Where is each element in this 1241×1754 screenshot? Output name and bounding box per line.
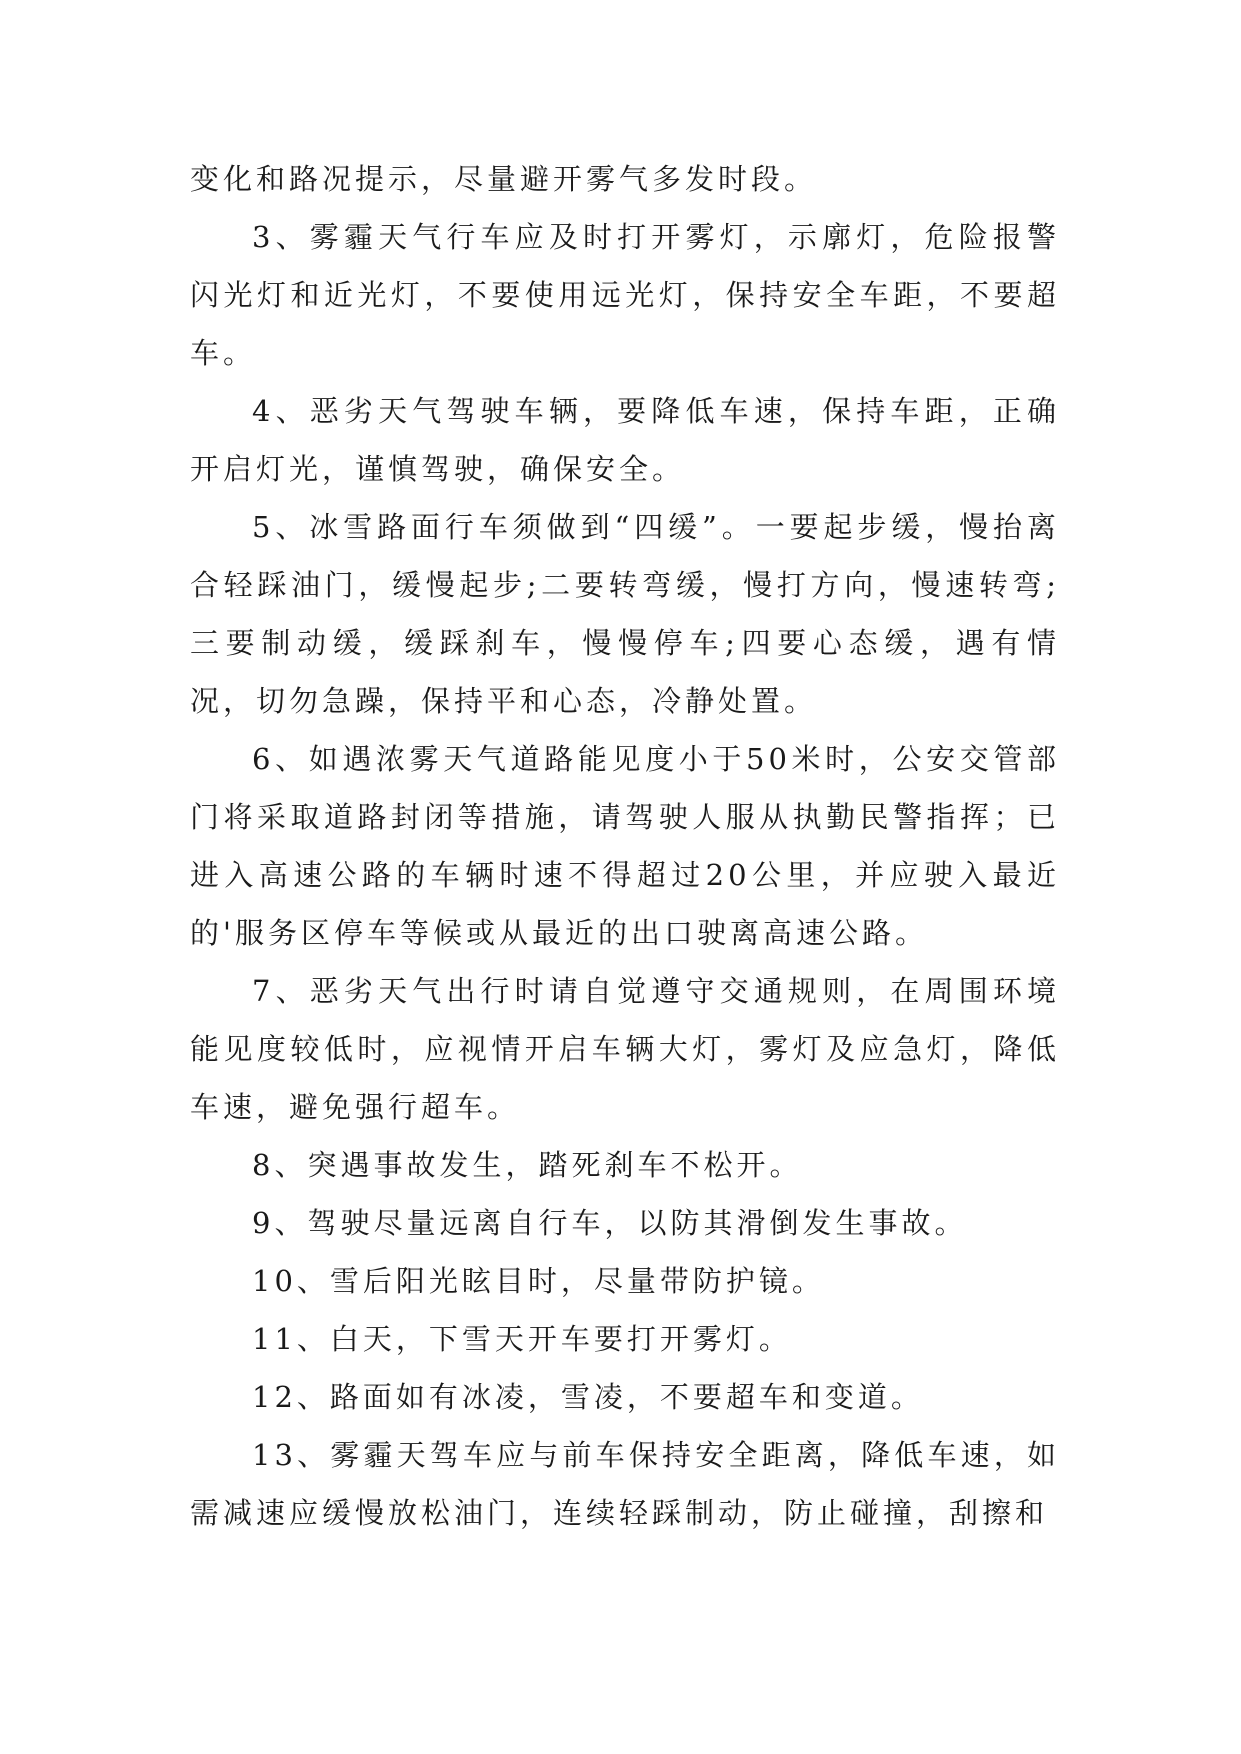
paragraph-6: 7、恶劣天气出行时请自觉遵守交通规则，在周围环境能见度较低时，应视情开启车辆大灯，雾灯及应急灯，降低车速，避免强行超车。 bbox=[190, 974, 1060, 1124]
paragraph-5: 6、如遇浓雾天气道路能见度小于50米时，公安交管部门将采取道路封闭等措施，请驾驶人服从执勤民警指挥；已进入高速公路的车辆时速不得超过20公里，并应驶入最近的'服务区停车等候或从最近的出口驶离高速公路。 bbox=[190, 742, 1060, 950]
paragraph-2: 3、雾霾天气行车应及时打开雾灯，示廓灯，危险报警闪光灯和近光灯，不要使用远光灯，保持安全车距，不要超车。 bbox=[190, 220, 1060, 370]
paragraph-4: 5、冰雪路面行车须做到“四缓”。一要起步缓，慢抬离合轻踩油门，缓慢起步;二要转弯缓，慢打方向，慢速转弯;三要制动缓，缓踩刹车，慢慢停车;四要心态缓，遇有情况，切勿急躁，保持平和心态，冷静处置。 bbox=[190, 510, 1060, 718]
paragraph-9: 10、雪后阳光眩目时，尽量带防护镜。 bbox=[252, 1264, 825, 1298]
paragraph-3: 4、恶劣天气驾驶车辆，要降低车速，保持车距，正确开启灯光，谨慎驾驶，确保安全。 bbox=[190, 394, 1060, 486]
paragraph-8: 9、驾驶尽量远离自行车，以防其滑倒发生事故。 bbox=[252, 1206, 968, 1240]
paragraph-10: 11、白天，下雪天开车要打开雾灯。 bbox=[252, 1322, 792, 1356]
paragraph-1: 变化和路况提示，尽量避开雾气多发时段。 bbox=[190, 162, 818, 196]
paragraph-11: 12、路面如有冰凌，雪凌，不要超车和变道。 bbox=[252, 1380, 924, 1414]
paragraph-7: 8、突遇事故发生，踏死刹车不松开。 bbox=[252, 1148, 803, 1182]
paragraph-12: 13、雾霾天驾车应与前车保持安全距离，降低车速，如需减速应缓慢放松油门，连续轻踩制动，防止碰撞，刮擦和 bbox=[190, 1438, 1060, 1530]
document-body bbox=[190, 150, 1060, 1542]
